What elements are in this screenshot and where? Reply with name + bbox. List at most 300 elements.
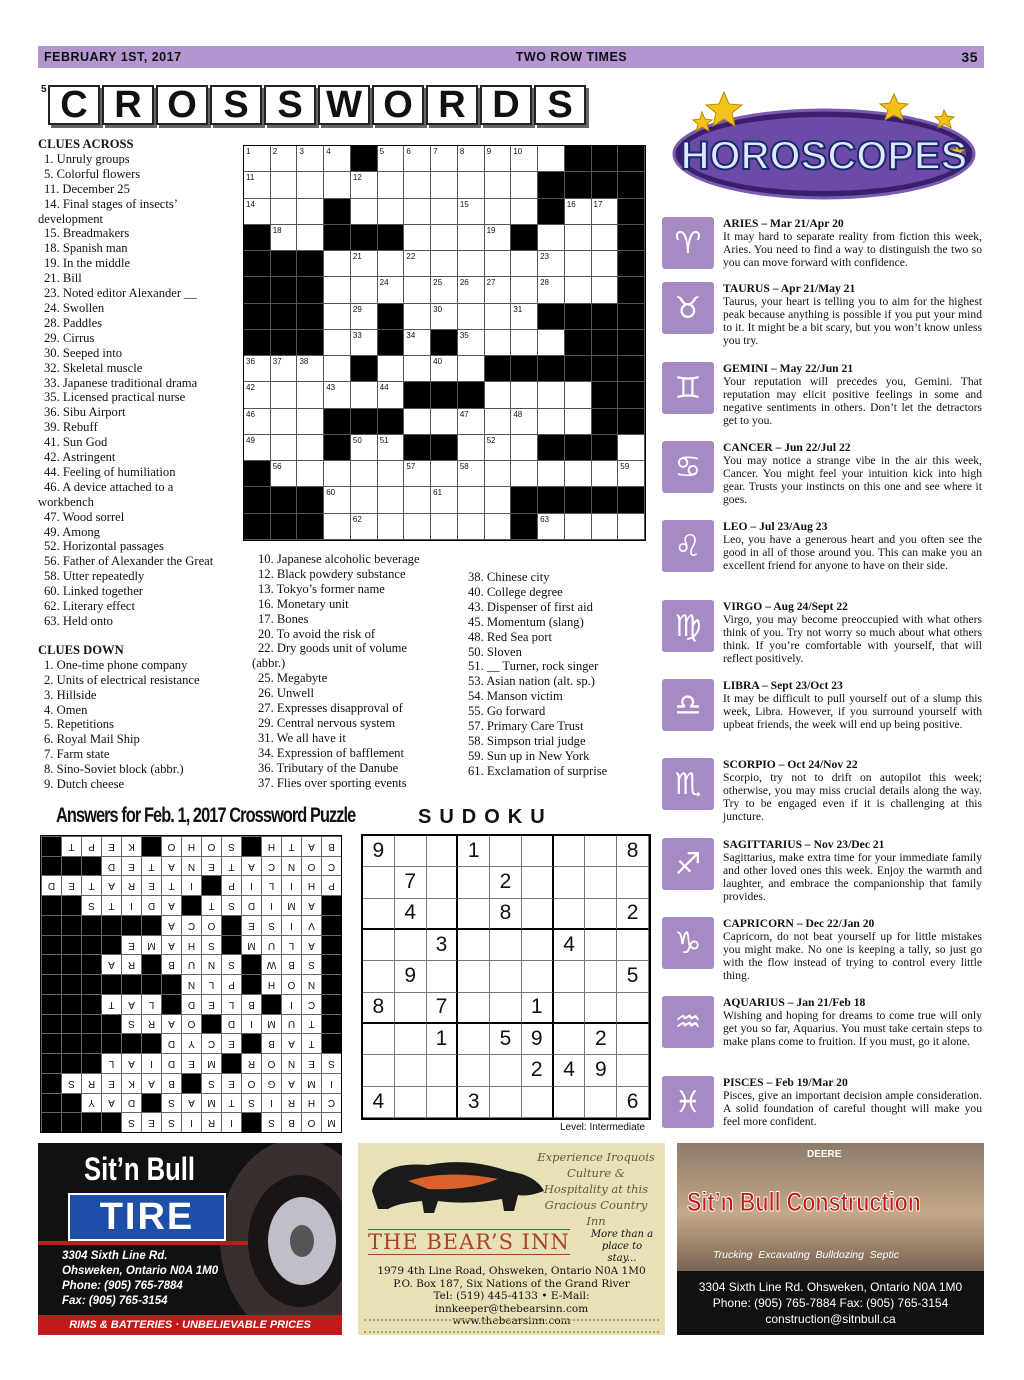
grid-cell[interactable]	[324, 514, 351, 540]
black-square	[431, 330, 458, 356]
inn-more: More than a place to stay...	[590, 1229, 654, 1264]
grid-cell[interactable]	[431, 514, 458, 540]
grid-cell[interactable]	[565, 251, 592, 277]
grid-cell[interactable]	[565, 514, 592, 540]
grid-cell[interactable]	[565, 277, 592, 303]
aquarius-icon: ♒	[662, 996, 714, 1048]
grid-cell[interactable]	[324, 330, 351, 356]
grid-cell[interactable]	[324, 172, 351, 198]
sudoku-cell[interactable]	[458, 930, 490, 961]
grid-cell[interactable]	[538, 146, 565, 172]
sudoku-cell: 4	[363, 1087, 395, 1118]
grid-cell[interactable]	[324, 146, 351, 172]
grid-cell[interactable]	[592, 199, 619, 225]
grid-cell[interactable]	[351, 514, 378, 540]
answer-cell: T	[201, 895, 221, 915]
answer-cell: R	[81, 1073, 101, 1093]
grid-cell[interactable]	[565, 382, 592, 408]
grid-cell[interactable]	[458, 356, 485, 382]
grid-cell[interactable]	[324, 487, 351, 513]
clue-down: 1. One-time phone company	[44, 657, 188, 672]
clue-across: workbench	[38, 494, 94, 509]
answer-cell: N	[301, 974, 321, 994]
answer-black-square	[81, 994, 101, 1014]
black-square	[297, 277, 324, 303]
grid-cell[interactable]	[324, 304, 351, 330]
grid-cell[interactable]	[271, 382, 298, 408]
grid-cell[interactable]	[485, 172, 512, 198]
grid-cell[interactable]	[244, 409, 271, 435]
grid-cell[interactable]	[565, 461, 592, 487]
grid-cell[interactable]	[324, 251, 351, 277]
grid-cell[interactable]	[271, 435, 298, 461]
grid-cell[interactable]	[485, 251, 512, 277]
sudoku-cell[interactable]	[395, 1087, 427, 1118]
grid-cell[interactable]	[404, 277, 431, 303]
horoscope-text	[723, 758, 982, 823]
answer-cell: R	[241, 1053, 261, 1073]
grid-cell[interactable]	[431, 304, 458, 330]
grid-cell[interactable]	[404, 409, 431, 435]
grid-cell[interactable]	[351, 304, 378, 330]
grid-cell[interactable]	[404, 356, 431, 382]
grid-cell[interactable]	[458, 435, 485, 461]
grid-cell[interactable]	[271, 356, 298, 382]
sudoku-cell[interactable]	[458, 867, 490, 898]
grid-cell[interactable]	[297, 409, 324, 435]
grid-cell[interactable]	[351, 435, 378, 461]
sudoku-cell: 3	[427, 930, 459, 961]
sudoku-cell[interactable]	[554, 836, 586, 867]
clue-down: 51. __ Turner, rock singer	[468, 659, 599, 674]
grid-cell[interactable]	[458, 514, 485, 540]
answer-black-square	[261, 994, 281, 1014]
clue-number: 56	[272, 462, 282, 472]
sudoku-cell[interactable]	[585, 867, 617, 898]
grid-cell[interactable]	[458, 146, 485, 172]
grid-cell[interactable]	[404, 487, 431, 513]
sudoku-cell: 2	[617, 899, 649, 930]
grid-cell[interactable]	[485, 382, 512, 408]
sudoku-cell[interactable]	[458, 899, 490, 930]
grid-cell[interactable]	[404, 461, 431, 487]
grid-cell[interactable]	[297, 356, 324, 382]
grid-cell[interactable]	[458, 199, 485, 225]
grid-cell[interactable]	[351, 251, 378, 277]
sudoku-cell: 2	[490, 867, 522, 898]
grid-cell[interactable]	[244, 199, 271, 225]
grid-cell[interactable]	[485, 277, 512, 303]
grid-cell[interactable]	[538, 225, 565, 251]
answer-cell: C	[321, 1093, 341, 1113]
grid-cell[interactable]	[378, 487, 405, 513]
sudoku-cell[interactable]	[395, 1055, 427, 1086]
black-square	[404, 435, 431, 461]
grid-cell[interactable]	[431, 461, 458, 487]
grid-cell[interactable]	[431, 487, 458, 513]
grid-cell[interactable]	[511, 146, 538, 172]
grid-cell[interactable]	[538, 251, 565, 277]
grid-cell[interactable]	[565, 225, 592, 251]
answer-cell: D	[141, 895, 161, 915]
grid-cell[interactable]	[592, 251, 619, 277]
black-square	[592, 304, 619, 330]
sudoku-cell[interactable]	[458, 1024, 490, 1055]
sudoku-cell[interactable]	[363, 899, 395, 930]
grid-cell[interactable]	[458, 225, 485, 251]
grid-cell[interactable]	[431, 146, 458, 172]
answer-cell: E	[121, 856, 141, 876]
sudoku-cell[interactable]	[427, 1087, 459, 1118]
grid-cell[interactable]	[458, 251, 485, 277]
clue-across: 49. Among	[44, 524, 100, 539]
sudoku-cell[interactable]	[617, 1055, 649, 1086]
clue-across: 44. Feeling of humiliation	[44, 464, 176, 479]
tire-ad[interactable]	[38, 1143, 342, 1335]
grid-cell[interactable]	[431, 199, 458, 225]
grid-cell[interactable]	[431, 409, 458, 435]
grid-cell[interactable]	[351, 382, 378, 408]
grid-cell[interactable]	[378, 146, 405, 172]
sudoku-cell[interactable]	[395, 836, 427, 867]
clue-number: 16	[566, 199, 576, 209]
answer-cell: H	[301, 1093, 321, 1113]
answer-black-square	[41, 1014, 61, 1034]
sudoku-cell[interactable]	[585, 961, 617, 992]
sudoku-cell[interactable]	[363, 1024, 395, 1055]
answer-cell: A	[281, 1033, 301, 1053]
grid-cell[interactable]	[378, 382, 405, 408]
sudoku-cell[interactable]	[458, 1055, 490, 1086]
grid-cell[interactable]	[618, 461, 645, 487]
answer-cell: A	[161, 915, 181, 935]
answer-cell: T	[61, 836, 81, 856]
grid-cell[interactable]	[378, 461, 405, 487]
sudoku-cell[interactable]	[490, 993, 522, 1024]
sudoku-cell[interactable]	[522, 836, 554, 867]
grid-cell[interactable]	[592, 461, 619, 487]
grid-cell[interactable]	[244, 356, 271, 382]
answer-cell: A	[121, 1053, 141, 1073]
answer-black-square	[161, 994, 181, 1014]
grid-cell[interactable]	[297, 382, 324, 408]
grid-cell[interactable]	[485, 225, 512, 251]
sudoku-cell[interactable]	[427, 899, 459, 930]
grid-cell[interactable]	[297, 199, 324, 225]
clue-down: 17. Bones	[258, 611, 309, 626]
grid-cell[interactable]	[324, 356, 351, 382]
sudoku-cell[interactable]	[585, 993, 617, 1024]
grid-cell[interactable]	[592, 225, 619, 251]
grid-cell[interactable]	[511, 382, 538, 408]
grid-cell[interactable]	[351, 199, 378, 225]
sudoku-cell[interactable]	[585, 899, 617, 930]
black-square	[565, 356, 592, 382]
grid-cell[interactable]	[378, 172, 405, 198]
sudoku-cell[interactable]	[427, 867, 459, 898]
horoscope-body: Pisces, give an important decision ample consideration. A solid foundation of careful thought will make you feel more confident.	[723, 1089, 982, 1129]
grid-cell[interactable]	[324, 461, 351, 487]
grid-cell[interactable]	[485, 330, 512, 356]
black-square	[592, 172, 619, 198]
sudoku-cell[interactable]	[363, 930, 395, 961]
grid-cell[interactable]	[485, 461, 512, 487]
grid-cell[interactable]	[458, 461, 485, 487]
answer-black-square	[321, 954, 341, 974]
clue-down: 10. Japanese alcoholic beverage	[258, 552, 420, 566]
sudoku-cell[interactable]	[617, 867, 649, 898]
grid-cell[interactable]	[511, 277, 538, 303]
grid-cell[interactable]	[458, 487, 485, 513]
answer-black-square	[61, 954, 81, 974]
sudoku-cell: 9	[585, 1055, 617, 1086]
sudoku-cell[interactable]	[490, 1055, 522, 1086]
grid-cell[interactable]	[431, 277, 458, 303]
clue-across: 62. Literary effect	[44, 599, 136, 614]
black-square	[592, 382, 619, 408]
grid-cell[interactable]	[378, 251, 405, 277]
sudoku-cell[interactable]	[427, 961, 459, 992]
grid-cell[interactable]	[297, 146, 324, 172]
sudoku-cell[interactable]	[585, 930, 617, 961]
grid-cell[interactable]	[511, 199, 538, 225]
grid-cell[interactable]	[271, 225, 298, 251]
grid-cell[interactable]	[244, 172, 271, 198]
sudoku-cell[interactable]	[617, 1024, 649, 1055]
clue-number: 62	[352, 514, 362, 524]
grid-cell[interactable]	[351, 172, 378, 198]
sudoku-cell[interactable]	[427, 1055, 459, 1086]
grid-cell[interactable]	[565, 199, 592, 225]
clue-across: development	[38, 211, 104, 226]
answer-cell: M	[241, 935, 261, 955]
answer-black-square	[141, 836, 161, 856]
grid-cell[interactable]	[431, 172, 458, 198]
grid-cell[interactable]	[404, 225, 431, 251]
grid-cell[interactable]	[458, 409, 485, 435]
grid-cell[interactable]	[511, 330, 538, 356]
grid-cell[interactable]	[297, 172, 324, 198]
sudoku-cell[interactable]	[458, 961, 490, 992]
grid-cell[interactable]	[511, 251, 538, 277]
grid-cell[interactable]	[592, 277, 619, 303]
sudoku-cell[interactable]	[585, 1087, 617, 1118]
sudoku-cell[interactable]	[585, 836, 617, 867]
bears-inn-ad[interactable]	[358, 1143, 665, 1335]
horoscope-text	[723, 520, 982, 572]
sudoku-cell[interactable]	[458, 993, 490, 1024]
sudoku-cell[interactable]	[363, 961, 395, 992]
clue-across: 60. Linked together	[44, 584, 143, 599]
sudoku-cell[interactable]	[522, 867, 554, 898]
answer-cell: D	[121, 1093, 141, 1113]
black-square	[618, 487, 645, 513]
grid-cell[interactable]	[351, 461, 378, 487]
horoscope-title: ARIES – Mar 21/Apr 20	[723, 217, 844, 230]
grid-cell[interactable]	[297, 461, 324, 487]
grid-cell[interactable]	[431, 251, 458, 277]
grid-cell[interactable]	[351, 330, 378, 356]
grid-cell[interactable]	[485, 514, 512, 540]
grid-cell[interactable]	[244, 382, 271, 408]
sudoku-cell[interactable]	[522, 1087, 554, 1118]
horoscope-text	[723, 362, 982, 427]
grid-cell[interactable]	[297, 435, 324, 461]
construction-services: Trucking Excavating Bulldozing Septic	[713, 1249, 899, 1261]
sudoku-cell[interactable]	[554, 993, 586, 1024]
grid-cell[interactable]	[538, 330, 565, 356]
crosswords-banner	[38, 82, 646, 130]
clue-down: 13. Tokyo’s former name	[258, 581, 385, 596]
grid-cell[interactable]	[511, 461, 538, 487]
sudoku-cell[interactable]	[363, 867, 395, 898]
grid-cell[interactable]	[324, 277, 351, 303]
grid-cell[interactable]	[511, 304, 538, 330]
sudoku-cell: 4	[554, 1055, 586, 1086]
grid-cell[interactable]	[324, 382, 351, 408]
grid-cell[interactable]	[244, 146, 271, 172]
sudoku-cell[interactable]	[395, 930, 427, 961]
sudoku-cell[interactable]	[554, 867, 586, 898]
clue-number: 25	[433, 278, 443, 288]
grid-cell[interactable]	[404, 172, 431, 198]
grid-cell[interactable]	[271, 146, 298, 172]
answer-black-square	[61, 856, 81, 876]
grid-cell[interactable]	[297, 225, 324, 251]
answer-black-square	[61, 974, 81, 994]
grid-cell[interactable]	[618, 435, 645, 461]
grid-cell[interactable]	[378, 514, 405, 540]
black-square	[324, 225, 351, 251]
bear-logo	[368, 1151, 548, 1223]
answer-black-square	[321, 994, 341, 1014]
clue-across: 35. Licensed practical nurse	[44, 390, 186, 405]
black-square	[244, 487, 271, 513]
taurus-icon: ♉	[662, 282, 714, 334]
answer-cell: T	[81, 875, 101, 895]
grid-cell[interactable]	[485, 409, 512, 435]
grid-cell[interactable]	[431, 225, 458, 251]
sudoku-cell[interactable]	[554, 899, 586, 930]
black-square	[618, 330, 645, 356]
grid-cell[interactable]	[351, 487, 378, 513]
grid-cell[interactable]	[404, 330, 431, 356]
grid-cell[interactable]	[458, 330, 485, 356]
sudoku-cell: 4	[554, 930, 586, 961]
sudoku-cell[interactable]	[554, 961, 586, 992]
grid-cell[interactable]	[485, 435, 512, 461]
grid-cell[interactable]	[404, 199, 431, 225]
sudoku-cell[interactable]	[490, 930, 522, 961]
clue-down: 58. Simpson trial judge	[468, 733, 586, 748]
clue-down: 48. Red Sea port	[468, 629, 552, 644]
grid-cell[interactable]	[271, 172, 298, 198]
sudoku-cell[interactable]	[490, 836, 522, 867]
grid-cell[interactable]	[592, 514, 619, 540]
grid-cell[interactable]	[485, 199, 512, 225]
grid-cell[interactable]	[485, 146, 512, 172]
clue-across: 15. Breadmakers	[44, 226, 130, 241]
sudoku-cell[interactable]	[617, 930, 649, 961]
grid-cell[interactable]	[458, 277, 485, 303]
construction-ad[interactable]	[677, 1143, 984, 1335]
grid-cell[interactable]	[404, 304, 431, 330]
grid-cell[interactable]	[378, 277, 405, 303]
sudoku-cell[interactable]	[490, 1087, 522, 1118]
answer-black-square	[101, 1033, 121, 1053]
clue-across: 30. Seeped into	[44, 345, 122, 360]
grid-cell[interactable]	[458, 172, 485, 198]
sudoku-cell: 7	[395, 867, 427, 898]
grid-cell[interactable]	[271, 461, 298, 487]
answer-cell: P	[321, 875, 341, 895]
horoscope-title: SAGITTARIUS – Nov 23/Dec 21	[723, 838, 885, 851]
sudoku-cell[interactable]	[427, 836, 459, 867]
grid-cell[interactable]	[538, 409, 565, 435]
grid-cell[interactable]	[404, 514, 431, 540]
clue-across: 36. Sibu Airport	[44, 405, 126, 420]
clue-down: 37. Flies over sporting events	[258, 775, 407, 790]
grid-cell[interactable]	[565, 409, 592, 435]
grid-cell[interactable]	[271, 409, 298, 435]
sudoku-cell[interactable]	[363, 1055, 395, 1086]
sudoku-cell[interactable]	[490, 961, 522, 992]
black-square	[511, 225, 538, 251]
sudoku-cell[interactable]	[522, 899, 554, 930]
grid-cell[interactable]	[458, 304, 485, 330]
grid-cell[interactable]	[351, 277, 378, 303]
black-square	[592, 146, 619, 172]
grid-cell[interactable]	[511, 409, 538, 435]
grid-cell[interactable]	[271, 199, 298, 225]
grid-cell[interactable]	[538, 382, 565, 408]
clue-number: 31	[513, 304, 523, 314]
sudoku-cell[interactable]	[522, 961, 554, 992]
answer-cell: A	[101, 875, 121, 895]
horoscope-body: It may be difficult to pull yourself out of a slump this week, Libra. However, if you surround yourself with upbeat friends, the week will end up being positive.	[723, 692, 982, 732]
sudoku-cell[interactable]	[554, 1087, 586, 1118]
black-square	[538, 172, 565, 198]
clue-down: 34. Expression of bafflement	[258, 745, 404, 760]
grid-cell[interactable]	[511, 172, 538, 198]
grid-cell[interactable]	[404, 146, 431, 172]
grid-cell[interactable]	[485, 487, 512, 513]
answer-cell: L	[281, 935, 301, 955]
answer-black-square	[61, 994, 81, 1014]
sudoku-cell[interactable]	[395, 993, 427, 1024]
grid-cell[interactable]	[378, 356, 405, 382]
black-square	[351, 146, 378, 172]
grid-cell[interactable]	[404, 251, 431, 277]
answer-black-square	[321, 935, 341, 955]
answer-cell: I	[281, 875, 301, 895]
sudoku-cell[interactable]	[522, 930, 554, 961]
sudoku-cell[interactable]	[395, 1024, 427, 1055]
grid-cell[interactable]	[485, 304, 512, 330]
grid-cell[interactable]	[538, 514, 565, 540]
sudoku-cell[interactable]	[617, 993, 649, 1024]
answer-black-square	[41, 1033, 61, 1053]
sudoku-cell[interactable]	[554, 1024, 586, 1055]
grid-cell[interactable]	[378, 199, 405, 225]
grid-cell[interactable]	[538, 277, 565, 303]
grid-cell[interactable]	[538, 461, 565, 487]
grid-cell[interactable]	[244, 435, 271, 461]
grid-cell[interactable]	[511, 435, 538, 461]
grid-cell[interactable]	[618, 514, 645, 540]
grid-cell[interactable]	[378, 435, 405, 461]
grid-cell[interactable]	[431, 356, 458, 382]
